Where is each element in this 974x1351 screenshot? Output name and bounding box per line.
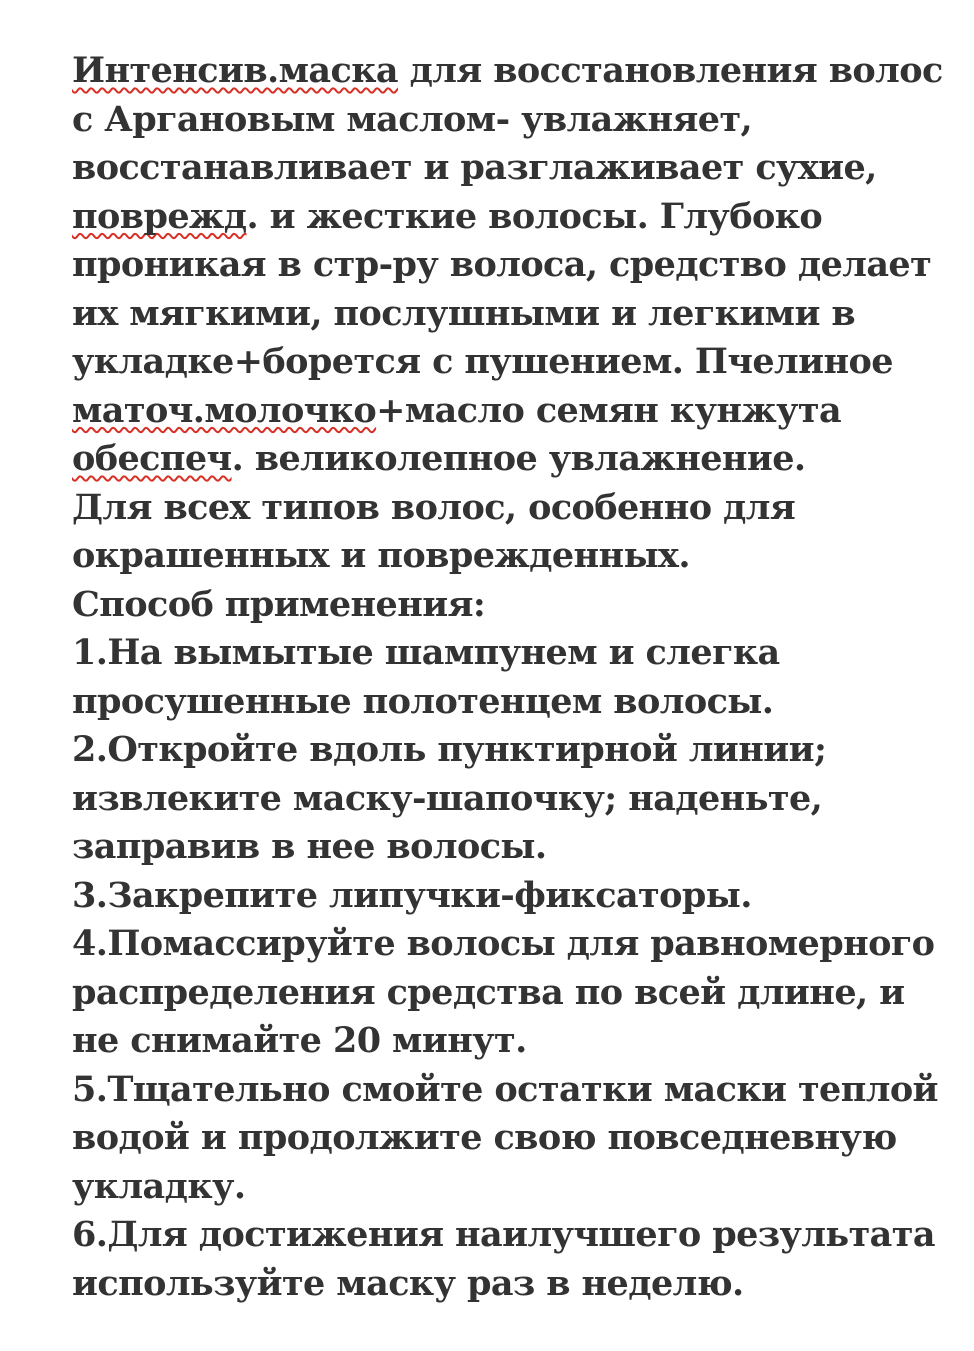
text-run: . великолепное увлажнение. xyxy=(231,438,806,479)
step-2-line: заправив в нее волосы. xyxy=(72,826,547,867)
description-line xyxy=(72,387,952,436)
step-5-line: водой и продолжите свою повседневную xyxy=(72,1117,897,1158)
usage-heading: Способ применения: xyxy=(72,583,486,625)
misspelled-word[interactable]: маточ.молочко xyxy=(72,389,377,431)
description-line: их мягкими, послушными и легкими в xyxy=(72,292,856,334)
step-5-line: укладку. xyxy=(72,1165,246,1207)
text-run: . и жесткие волосы. Глубоко xyxy=(246,195,823,237)
step-3-line: 3.Закрепите липучки-фиксаторы. xyxy=(72,874,752,916)
description-line xyxy=(72,435,952,484)
step-4-line: распределения средства по всей длине, и xyxy=(72,971,905,1013)
step-1-line: просушенные полотенцем волосы. xyxy=(72,680,774,722)
misspelled-word[interactable]: обеспеч xyxy=(72,438,232,479)
description-line: Для всех типов волос, особенно для xyxy=(72,486,796,528)
misspelled-word[interactable]: Интенсив.маска xyxy=(72,50,398,91)
description-line: окрашенных и поврежденных. xyxy=(72,535,690,576)
description-line: укладке+борется с пушением. Пчелиное xyxy=(72,341,893,382)
text-run: +масло семян кунжута xyxy=(376,389,842,431)
description-line xyxy=(72,193,952,242)
step-2-line: 2.Откройте вдоль пунктирной линии; xyxy=(72,729,827,770)
step-4-line: 4.Помассируйте волосы для равномерного xyxy=(72,923,935,964)
text-run: для восстановления волос xyxy=(397,50,943,91)
misspelled-word[interactable]: поврежд xyxy=(72,195,247,237)
step-5-line: 5.Тщательно смойте остатки маски теплой xyxy=(72,1068,938,1110)
description-line xyxy=(72,47,952,96)
step-1-line: 1.На вымытые шампунем и слегка xyxy=(72,632,780,673)
description-line: проникая в стр-ру волоса, средство делает xyxy=(72,244,932,285)
step-2-line: извлеките маску-шапочку; наденьте, xyxy=(72,777,823,819)
step-6-line: 6.Для достижения наилучшего результата xyxy=(72,1214,935,1255)
step-6-line: используйте маску раз в неделю. xyxy=(72,1262,744,1304)
step-4-line: не снимайте 20 минут. xyxy=(72,1020,527,1061)
document-text xyxy=(72,47,952,1308)
description-line: с Аргановым маслом- увлажняет, xyxy=(72,98,753,140)
description-line: восстанавливает и разглаживает сухие, xyxy=(72,147,877,188)
